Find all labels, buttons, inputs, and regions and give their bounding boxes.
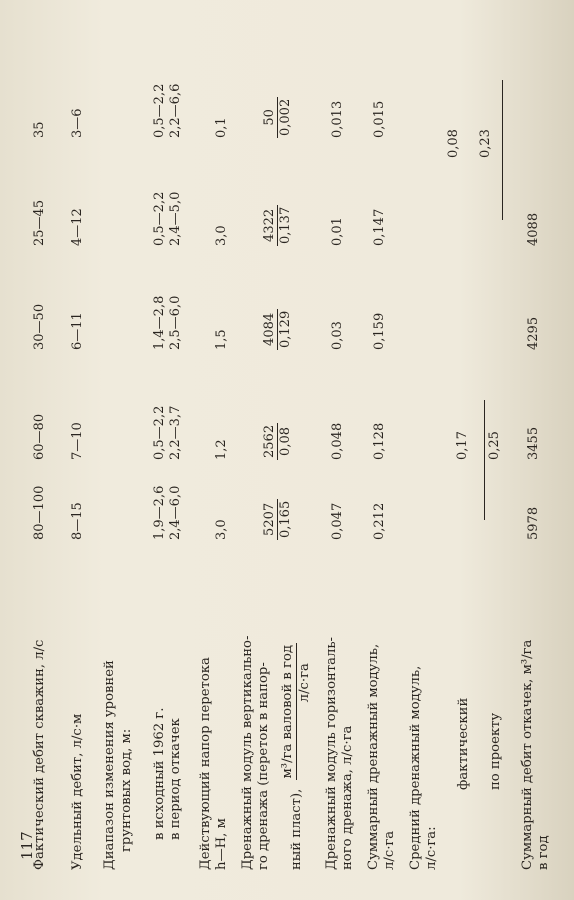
cell-specific: 4—12 bbox=[70, 208, 85, 246]
cell-horiz: 0,013 bbox=[330, 100, 345, 138]
cell-debit: 35 bbox=[32, 121, 47, 138]
cell-range-initial: 1,4—2,8 bbox=[152, 295, 167, 350]
cell-range-pumping: 2,5—6,0 bbox=[168, 295, 183, 350]
cell-head: 0,1 bbox=[214, 117, 229, 138]
cell-range-initial: 1,9—2,6 bbox=[152, 485, 167, 540]
avg-project-merged-1: 0,25 bbox=[487, 431, 502, 460]
cell-head: 3,0 bbox=[214, 519, 229, 540]
cell-total: 0,212 bbox=[372, 502, 387, 540]
label-head-2: h—H, м bbox=[214, 818, 229, 870]
cell-vert-fraction bbox=[262, 360, 293, 460]
cell-debit: 30—50 bbox=[32, 303, 47, 350]
label-range-2: грунтовых вод, м: bbox=[119, 728, 134, 852]
label-vert-fraction bbox=[280, 643, 313, 781]
label-vert-frac-num: м³/га валовой в год bbox=[280, 644, 295, 779]
label-debit: Фактический дебит скважин, л/с bbox=[32, 639, 47, 870]
vert-fraction-numerator: 50 bbox=[262, 109, 277, 126]
cell-sum-pumping: 4295 bbox=[526, 316, 541, 350]
cell-total: 0,147 bbox=[372, 208, 387, 246]
label-head-1: Действующий напор перетока bbox=[198, 657, 213, 870]
cell-horiz: 0,03 bbox=[330, 321, 345, 350]
vert-fraction-denominator: 0,165 bbox=[278, 500, 293, 538]
vert-fraction bbox=[262, 97, 293, 138]
label-vert-1: Дренажный модуль вертикально- bbox=[240, 635, 255, 870]
cell-range-initial: 0,5—2,2 bbox=[152, 83, 167, 138]
cell-sum-pumping: 3455 bbox=[526, 426, 541, 460]
cell-range-pumping: 2,4—5,0 bbox=[168, 191, 183, 246]
vert-fraction bbox=[262, 205, 293, 246]
vert-fraction-numerator: 4322 bbox=[262, 208, 277, 242]
vert-fraction-numerator: 5207 bbox=[262, 502, 277, 536]
cell-specific: 3—6 bbox=[70, 108, 85, 138]
label-avg-1: Средний дренажный модуль, bbox=[408, 665, 423, 870]
cell-total: 0,128 bbox=[372, 422, 387, 460]
label-specific: Удельный дебит, л/с·м bbox=[70, 713, 85, 870]
label-vert-frac-den: л/с·га bbox=[296, 643, 313, 781]
cell-debit: 80—100 bbox=[32, 485, 47, 540]
label-total-1: Суммарный дренажный модуль, bbox=[366, 643, 381, 870]
cell-head: 3,0 bbox=[214, 225, 229, 246]
brace-line-3 bbox=[502, 80, 503, 220]
cell-horiz: 0,048 bbox=[330, 422, 345, 460]
cell-head: 1,5 bbox=[214, 329, 229, 350]
cell-debit: 25—45 bbox=[32, 199, 47, 246]
vert-fraction bbox=[262, 423, 293, 460]
avg-actual-merged-1: 0,17 bbox=[455, 431, 470, 460]
cell-horiz: 0,01 bbox=[330, 217, 345, 246]
label-avg-actual: фактический bbox=[456, 697, 471, 790]
cell-range-pumping: 2,2—6,6 bbox=[168, 83, 183, 138]
brace-line-1 bbox=[484, 400, 485, 520]
cell-horiz: 0,047 bbox=[330, 502, 345, 540]
cell-total: 0,159 bbox=[372, 312, 387, 350]
vert-fraction-numerator: 4084 bbox=[262, 312, 277, 346]
vert-fraction-denominator: 0,137 bbox=[278, 206, 293, 244]
vert-fraction-denominator: 0,129 bbox=[278, 310, 293, 348]
label-avg-2: л/с·га: bbox=[424, 826, 439, 870]
cell-vert-fraction bbox=[262, 146, 293, 246]
label-horiz-1: Дренажный модуль горизонталь- bbox=[324, 636, 339, 870]
label-range-1: Диапазон изменения уровней bbox=[102, 660, 117, 870]
cell-range-pumping: 2,2—3,7 bbox=[168, 405, 183, 460]
cell-debit: 60—80 bbox=[32, 413, 47, 460]
cell-total: 0,015 bbox=[372, 100, 387, 138]
cell-sum-pumping: 4088 bbox=[526, 212, 541, 246]
cell-specific: 7—10 bbox=[70, 422, 85, 460]
label-avg-project: по проекту bbox=[488, 712, 503, 790]
avg-project-merged-2: 0,23 bbox=[478, 129, 493, 158]
label-total-2: л/с·га bbox=[382, 830, 397, 870]
vert-fraction-denominator: 0,002 bbox=[278, 98, 293, 136]
cell-specific: 8—15 bbox=[70, 502, 85, 540]
page-number: 117 bbox=[18, 831, 36, 860]
label-vert-3-text: ный пласт), bbox=[289, 788, 304, 870]
cell-range-pumping: 2,4—6,0 bbox=[168, 485, 183, 540]
vert-fraction bbox=[262, 309, 293, 350]
cell-range-initial: 0,5—2,2 bbox=[152, 191, 167, 246]
cell-specific: 6—11 bbox=[70, 312, 85, 350]
vert-fraction-numerator: 2562 bbox=[262, 424, 277, 458]
vert-fraction-denominator: 0,08 bbox=[277, 423, 293, 460]
label-sum-2: в год bbox=[536, 835, 551, 870]
label-sum-1: Суммарный дебит откачек, м³/га bbox=[520, 639, 535, 870]
cell-sum-pumping: 5978 bbox=[526, 506, 541, 540]
cell-range-initial: 0,5—2,2 bbox=[152, 405, 167, 460]
label-horiz-2: ного дренажа, л/с·га bbox=[340, 725, 355, 870]
label-vert-2: го дренажа (переток в напор- bbox=[256, 662, 271, 870]
cell-vert-fraction bbox=[262, 38, 293, 138]
cell-head: 1,2 bbox=[214, 439, 229, 460]
avg-actual-merged-2: 0,08 bbox=[446, 129, 461, 158]
label-range-initial: в исходный 1962 г. bbox=[152, 707, 167, 840]
cell-vert-fraction bbox=[262, 250, 293, 350]
vert-fraction bbox=[262, 499, 293, 540]
label-range-pumping: в период откачек bbox=[168, 718, 183, 840]
